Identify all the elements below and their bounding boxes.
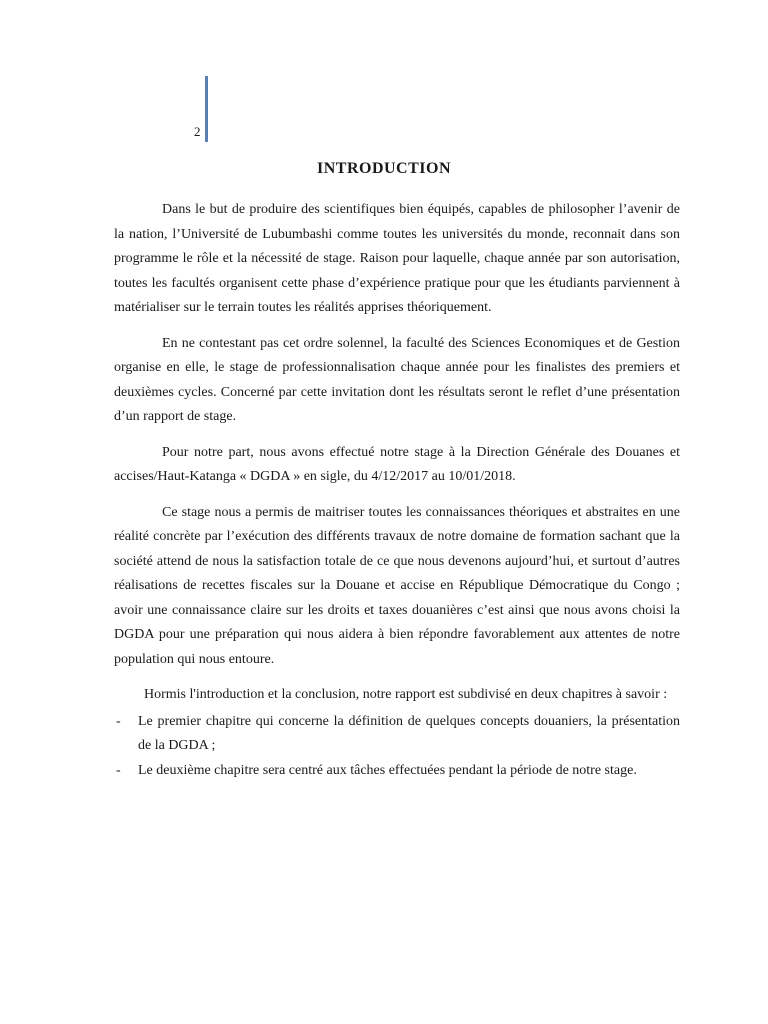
document-body bbox=[114, 198, 680, 783]
paragraph-internship-benefits: Ce stage nous a permis de maitriser toutes les connaissances théoriques et abstraites en une réalité concrète par l’exécution des différents travaux de notre domaine de formation sachant que la société attend de nous la satisfaction totale de ce que nous devenons aujourd’hui, et surtout d’autres réalisations de recettes fiscales sur la Douane et accise en République Démocratique du Congo ; avoir une connaissance claire sur les droits et taxes douanières c’est ainsi que nous avons choisi la DGDA pour une préparation qui nous aidera à bien répondre favorablement aux attentes de notre population qui nous entoure. bbox=[114, 504, 680, 667]
paragraph-report-structure: Hormis l'introduction et la conclusion, notre rapport est subdivisé en deux chapitres à savoir : bbox=[144, 687, 668, 702]
page-number-rule bbox=[205, 76, 208, 142]
page-title: INTRODUCTION bbox=[316, 160, 451, 177]
list-item bbox=[114, 759, 680, 784]
chapter-list bbox=[114, 710, 680, 784]
list-bullet: - bbox=[116, 713, 121, 729]
list-item bbox=[114, 710, 680, 759]
list-item-text: Le premier chapitre qui concerne la définition de quelques concepts douaniers, la présentation de la DGDA ; bbox=[138, 713, 680, 753]
paragraph-faculty: En ne contestant pas cet ordre solennel, la faculté des Sciences Economiques et de Gestion organise en elle, le stage de professionnalisation chaque année pour les finalistes des premiers et deuxièmes cycles. Concerné par cette invitation dont les résultats seront le reflet d’une présentation d’un rapport de stage. bbox=[114, 335, 680, 424]
page-number: 2 bbox=[194, 124, 201, 139]
paragraph-intro: Dans le but de produire des scientifiques bien équipés, capables de philosopher l’avenir de la nation, l’Université de Lubumbashi comme toutes les universités du monde, reconnait dans son programme le rôle et la nécessité de stage. Raison pour laquelle, chaque année par son autorisation, toutes les facultés organisent cette phase d’expérience pratique pour que les étudiants parviennent à matérialiser sur le terrain toutes les réalités apprises théoriquement. bbox=[114, 202, 680, 315]
list-item-text: Le deuxième chapitre sera centré aux tâches effectuées pendant la période de notre stage. bbox=[138, 762, 637, 778]
list-bullet: - bbox=[116, 762, 121, 778]
paragraph-internship-place: Pour notre part, nous avons effectué notre stage à la Direction Générale des Douanes et accises/Haut-Katanga « DGDA » en sigle, du 4/12/2017 au 10/01/2018. bbox=[114, 444, 680, 484]
